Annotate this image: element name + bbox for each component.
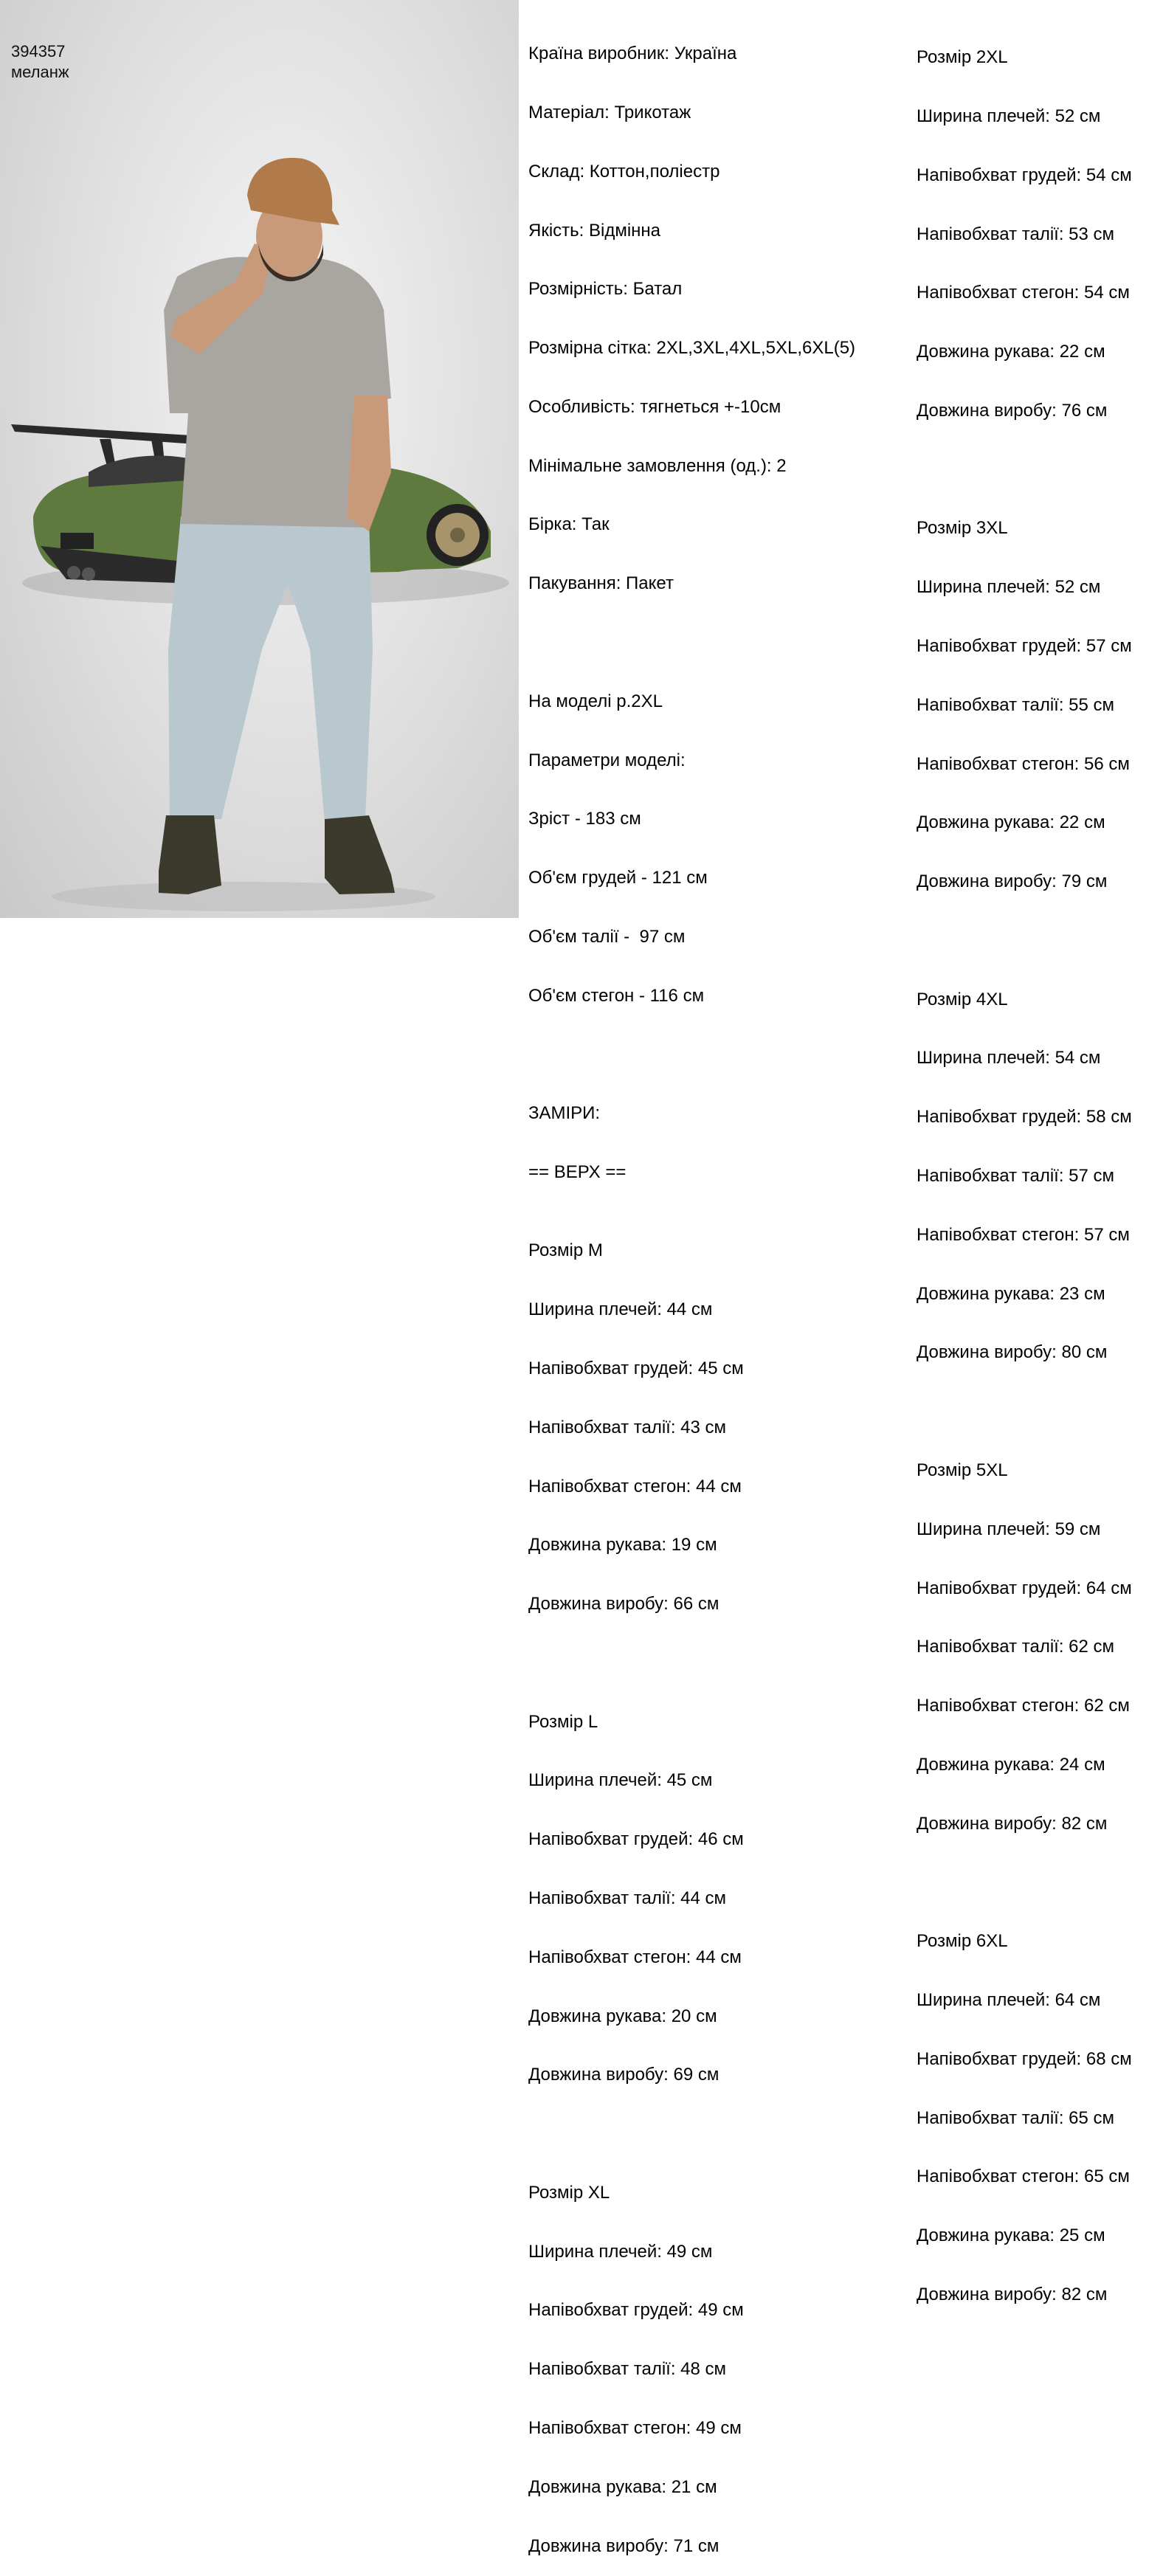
size-row: Довжина рукава: 22 см [917,342,1105,362]
size-row: Ширина плечей: 45 см [528,1770,713,1791]
size-row: Напівобхват талії: 62 см [917,1637,1115,1657]
size-row: Довжина рукава: 19 см [528,1535,717,1555]
size-row: Напівобхват стегон: 56 см [917,753,1130,774]
size-title: Розмір М [528,1240,603,1261]
model-with-car-illustration [0,0,519,918]
spec-line: Мінімальне замовлення (од.): 2 [528,455,787,476]
size-row: Довжина виробу: 82 см [917,1813,1108,1834]
color-label: меланж [11,63,69,81]
model-param-line: На моделі р.2XL [528,691,663,711]
size-row: Довжина рукава: 24 см [917,1754,1105,1775]
size-row: Напівобхват грудей: 54 см [917,165,1132,185]
size-row: Довжина рукава: 22 см [917,812,1105,833]
size-row: Напівобхват талії: 53 см [917,224,1115,244]
model-param-line: Параметри моделі: [528,750,686,770]
size-title: Розмір L [528,1711,598,1732]
spec-line: Особливість: тягнеться +-10см [528,396,781,417]
product-photo [0,0,519,918]
size-row: Ширина плечей: 59 см [917,1519,1101,1539]
size-title: Розмір 4XL [917,989,1008,1009]
size-row: Напівобхват стегон: 44 см [528,1947,742,1967]
spec-line: Склад: Коттон,поліестр [528,161,720,182]
article-number: 394357 [11,42,66,61]
size-row: Довжина рукава: 21 см [528,2476,717,2497]
size-row: Напівобхват грудей: 58 см [917,1107,1132,1128]
model-param-line: Об'єм грудей - 121 см [528,868,708,888]
model-param-line: Об'єм стегон - 116 см [528,985,705,1006]
size-row: Ширина плечей: 49 см [528,2241,713,2262]
size-row: Ширина плечей: 54 см [917,1048,1101,1068]
size-title: Розмір XL [528,2182,610,2203]
size-row: Ширина плечей: 44 см [528,1299,713,1320]
size-row: Ширина плечей: 52 см [917,577,1101,598]
size-row: Напівобхват талії: 44 см [528,1888,727,1908]
size-row: Довжина виробу: 71 см [528,2535,719,2556]
size-row: Ширина плечей: 52 см [917,106,1101,126]
size-row: Довжина виробу: 80 см [917,1342,1108,1363]
size-row: Напівобхват стегон: 62 см [917,1696,1130,1716]
spec-line: Матеріал: Трикотаж [528,102,691,122]
size-row: Напівобхват стегон: 57 см [917,1224,1130,1245]
spec-line: Якість: Відмінна [528,220,661,241]
size-row: Напівобхват грудей: 45 см [528,1358,744,1378]
size-title: Розмір 3XL [917,518,1008,539]
size-row: Довжина виробу: 82 см [917,2284,1108,2304]
size-row: Напівобхват грудей: 46 см [528,1829,744,1850]
size-row: Довжина рукава: 23 см [917,1283,1105,1304]
size-title: Розмір 2XL [917,47,1008,68]
size-row: Напівобхват талії: 55 см [917,694,1115,715]
size-title: Розмір 5XL [917,1460,1008,1480]
size-row: Напівобхват стегон: 49 см [528,2418,742,2439]
size-row: Напівобхват стегон: 54 см [917,283,1130,303]
size-row: Довжина виробу: 79 см [917,871,1108,892]
size-row: Напівобхват стегон: 44 см [528,1476,742,1496]
spec-line: Пакування: Пакет [528,573,674,594]
size-row: Напівобхват талії: 65 см [917,2107,1115,2128]
size-row: Довжина виробу: 69 см [528,2065,719,2085]
spec-line: Країна виробник: Україна [528,44,737,64]
size-row: Довжина рукава: 20 см [528,2006,717,2026]
size-row: Напівобхват стегон: 65 см [917,2166,1130,2187]
size-row: Напівобхват талії: 48 см [528,2359,727,2380]
spec-line: Розмірна сітка: 2XL,3XL,4XL,5XL,6XL(5) [528,338,856,359]
product-info-column [528,5,855,2576]
model-param-line: Зріст - 183 см [528,809,641,829]
size-row: Напівобхват грудей: 64 см [917,1578,1132,1598]
spec-line: Розмірність: Батал [528,279,683,300]
size-row: Напівобхват грудей: 68 см [917,2048,1132,2069]
size-title: Розмір 6XL [917,1931,1008,1952]
size-row: Напівобхват грудей: 57 см [917,636,1132,656]
size-row: Напівобхват талії: 57 см [917,1166,1115,1187]
size-row: Напівобхват талії: 43 см [528,1417,727,1437]
model-param-line: Об'єм талії - 97 см [528,926,686,947]
model-figure [159,158,395,894]
size-row: Довжина виробу: 76 см [917,400,1108,421]
measurements-title: ЗАМІРИ: [528,1103,601,1124]
size-row: Ширина плечей: 64 см [917,1989,1101,2010]
size-row: Довжина виробу: 66 см [528,1594,719,1615]
measurements-section: == ВЕРХ == [528,1162,627,1183]
size-row: Напівобхват грудей: 49 см [528,2300,744,2321]
size-row: Довжина рукава: 25 см [917,2225,1105,2246]
spec-line: Бірка: Так [528,514,610,535]
size-chart-column [917,9,1132,2324]
